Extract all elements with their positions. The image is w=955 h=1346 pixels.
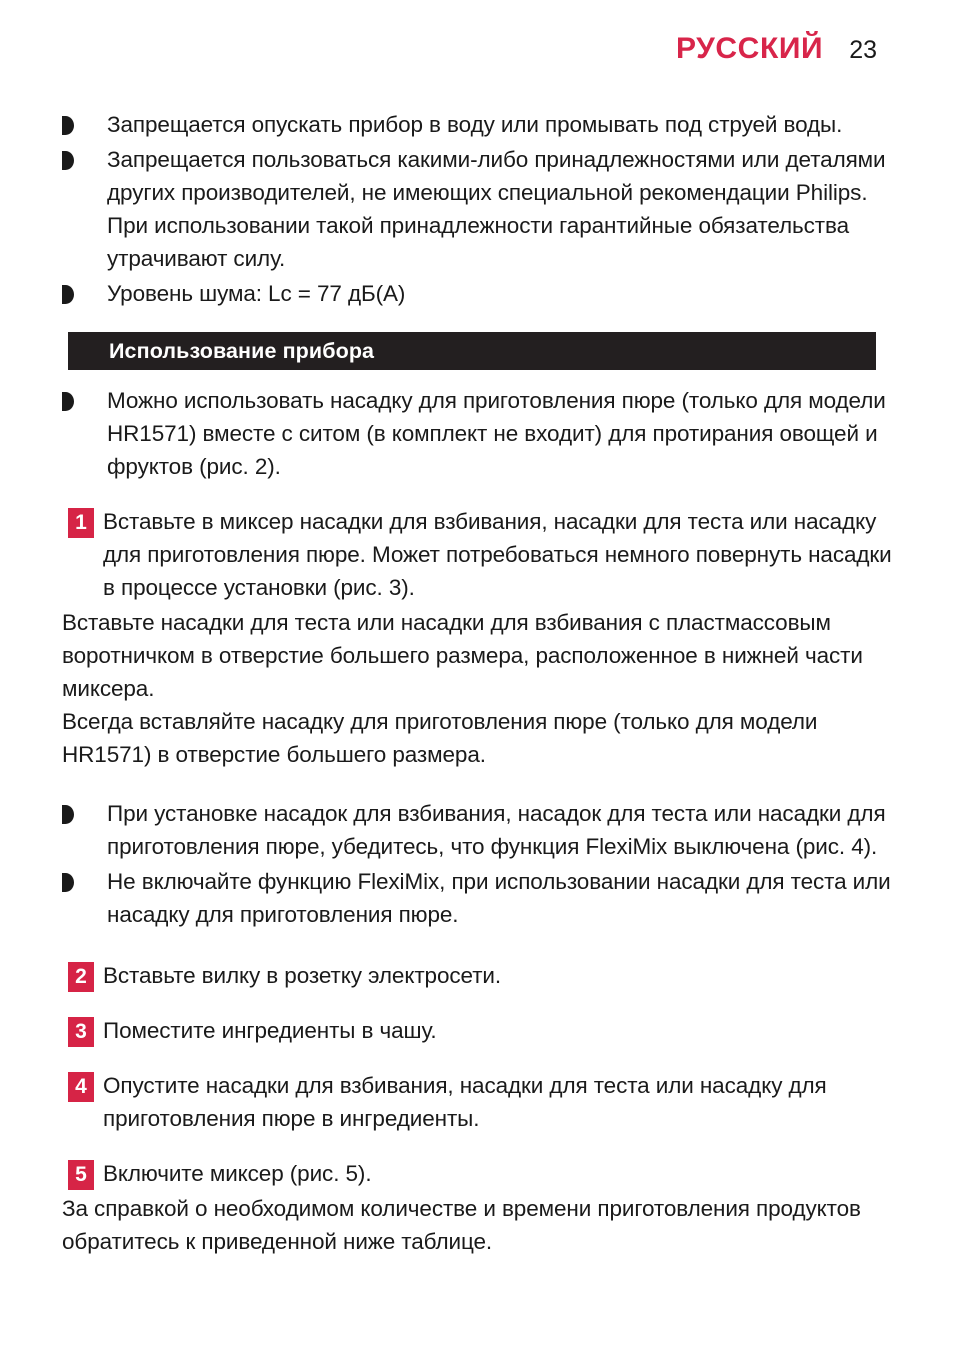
paragraph: Вставьте насадки для теста или насадки для взбивания с пластмассовым воротничком в отверстие большего размера, расположенное в нижней части миксера. [62,610,863,701]
numbered-step [62,505,898,604]
spacer [62,933,898,959]
spacer [62,485,898,505]
step-number-badge: 2 [68,962,94,992]
fleximix-bullet-list [62,797,898,931]
bullet-marker-icon [62,392,74,411]
spacer [62,1137,898,1157]
step-number-badge: 1 [68,508,94,538]
intro-bullet-list [62,384,898,483]
paragraph: Всегда вставляйте насадку для приготовления пюре (только для модели HR1571) в отверстие большего размера. [62,709,818,767]
numbered-step [62,1069,898,1135]
list-item [62,277,898,310]
numbered-step [62,1014,898,1047]
list-item [62,143,898,275]
list-item [62,108,898,141]
bullet-text: Уровень шума: Lc = 77 дБ(А) [107,281,406,306]
page-header [676,32,877,66]
numbered-step [62,1157,898,1190]
section-title: Использование прибора [109,338,375,363]
step-number-badge: 3 [68,1017,94,1047]
step-text: Вставьте в миксер насадки для взбивания, насадки для теста или насадку для приготовления пюре. Может потребоваться немного повернуть насадки в процессе установки (рис. 3). [103,509,892,600]
spacer [62,771,898,797]
spacer [62,994,898,1014]
step-text: Опустите насадки для взбивания, насадки для теста или насадку для приготовления пюре в ингредиенты. [103,1073,827,1131]
bullet-marker-icon [62,873,74,892]
bullet-text: Запрещается пользоваться какими-либо принадлежностями или деталями других производителей, не имеющих специальной рекомендации Philips. При использовании такой принадлежности гарантийные обязательства утрачивают силу. [107,147,886,271]
section-header-bar [68,332,876,370]
step-text: Включите миксер (рис. 5). [103,1161,372,1186]
step-number-badge: 4 [68,1072,94,1102]
step-text: Поместите ингредиенты в чашу. [103,1018,437,1043]
paragraph: За справкой о необходимом количестве и времени приготовления продуктов обратитесь к приведенной ниже таблице. [62,1196,861,1254]
page-number: 23 [849,36,877,64]
list-item [62,865,898,931]
spacer [62,1049,898,1069]
step-number-badge: 5 [68,1160,94,1190]
page-content [62,108,898,1258]
bullet-text: Не включайте функцию FlexiMix, при использовании насадки для теста или насадку для приготовления пюре. [107,869,891,927]
list-item [62,384,898,483]
bullet-marker-icon [62,151,74,170]
bullet-text: При установке насадок для взбивания, насадок для теста или насадки для приготовления пюре, убедитесь, что функция FlexiMix выключена (рис. 4). [107,801,886,859]
bullet-text: Запрещается опускать прибор в воду или промывать под струей воды. [107,112,843,137]
numbered-step [62,959,898,992]
step-text: Вставьте вилку в розетку электросети. [103,963,502,988]
bullet-marker-icon [62,285,74,304]
warning-bullet-list [62,108,898,310]
header-language-label: РУССКИЙ [675,32,824,65]
bullet-text: Можно использовать насадку для приготовления пюре (только для модели HR1571) вместе с ситом (в комплект не входит) для протирания овощей и фруктов (рис. 2). [107,388,886,479]
bullet-marker-icon [62,116,74,135]
list-item [62,797,898,863]
bullet-marker-icon [62,805,74,824]
